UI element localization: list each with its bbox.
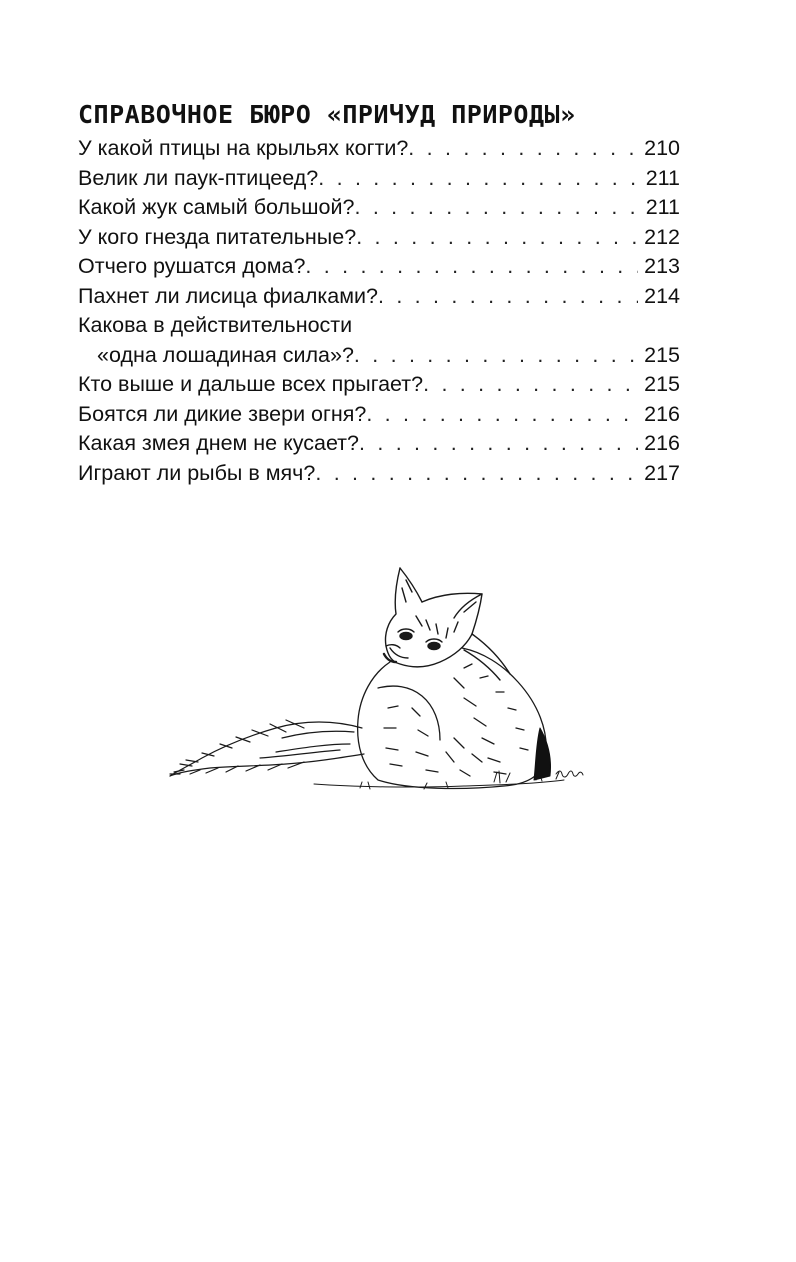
toc-entry[interactable] bbox=[78, 459, 680, 489]
toc-leader-dots bbox=[354, 193, 639, 223]
toc-entry-page: 217 bbox=[644, 460, 680, 485]
toc-entry-title: Какая змея днем не кусает? bbox=[78, 431, 359, 455]
toc-entry-title: Отчего рушатся дома? bbox=[78, 254, 306, 278]
toc-leader-dots bbox=[408, 134, 638, 164]
toc-entry-page: 212 bbox=[644, 224, 680, 249]
toc-entry-continuation-row bbox=[78, 341, 680, 371]
toc-entry-page: 215 bbox=[644, 342, 680, 367]
toc-leader-dots bbox=[378, 282, 638, 312]
fox-tail bbox=[170, 720, 364, 776]
toc-entry-title: Какова в действительности bbox=[78, 313, 353, 337]
toc-entry-page: 214 bbox=[644, 283, 680, 308]
fox-leg-shadow bbox=[534, 728, 551, 780]
toc-entry-title: Какой жук самый большой? bbox=[78, 195, 355, 219]
toc-entry[interactable] bbox=[78, 429, 680, 459]
toc-list bbox=[78, 134, 680, 488]
toc-entry[interactable] bbox=[78, 311, 680, 370]
toc-entry[interactable] bbox=[78, 400, 680, 430]
fox-illustration bbox=[164, 558, 596, 798]
toc-entry-page: 216 bbox=[644, 401, 680, 426]
artist-signature-mark bbox=[556, 771, 583, 777]
toc-leader-dots bbox=[315, 459, 638, 489]
section-title: СПРАВОЧНОЕ БЮРО «ПРИЧУД ПРИРОДЫ» bbox=[78, 100, 576, 129]
toc-entry[interactable] bbox=[78, 193, 680, 223]
toc-entry-title: Велик ли паук-птицеед? bbox=[78, 165, 319, 190]
toc-leader-dots bbox=[305, 252, 638, 282]
toc-entry-title: Боятся ли дикие звери огня? bbox=[78, 401, 367, 426]
toc-entry-title: Пахнет ли лисица фиалками? bbox=[78, 283, 378, 308]
fox-body bbox=[358, 648, 547, 788]
toc-leader-dots bbox=[356, 223, 638, 253]
toc-entry[interactable] bbox=[78, 223, 680, 253]
toc-entry[interactable] bbox=[78, 370, 680, 400]
table-of-contents bbox=[78, 98, 680, 488]
toc-entry[interactable] bbox=[78, 252, 680, 282]
toc-entry-page: 213 bbox=[644, 254, 680, 278]
toc-entry-page: 215 bbox=[644, 372, 680, 396]
toc-entry-page: 211 bbox=[645, 195, 680, 219]
toc-leader-dots bbox=[318, 164, 639, 194]
toc-leader-dots bbox=[366, 400, 638, 430]
toc-entry-page: 210 bbox=[644, 136, 680, 160]
ground-grass bbox=[314, 771, 564, 789]
toc-entry-title: Кто выше и дальше всех прыгает? bbox=[78, 372, 424, 396]
fox-head bbox=[384, 568, 510, 680]
toc-leader-dots bbox=[423, 370, 638, 400]
toc-leader-dots bbox=[354, 341, 638, 371]
toc-entry[interactable] bbox=[78, 134, 680, 164]
toc-entry[interactable] bbox=[78, 164, 680, 194]
toc-entry-title: У кого гнезда питательные? bbox=[78, 224, 357, 249]
toc-leader-dots bbox=[359, 429, 638, 459]
toc-entry-title: У какой птицы на крыльях когти? bbox=[78, 136, 409, 160]
toc-entry-title-continuation: «одна лошадиная сила»? bbox=[97, 342, 354, 367]
toc-entry[interactable] bbox=[78, 282, 680, 312]
toc-entry-page: 216 bbox=[644, 431, 680, 455]
toc-entry-title: Играют ли рыбы в мяч? bbox=[78, 460, 316, 485]
toc-entry-page: 211 bbox=[645, 165, 680, 190]
